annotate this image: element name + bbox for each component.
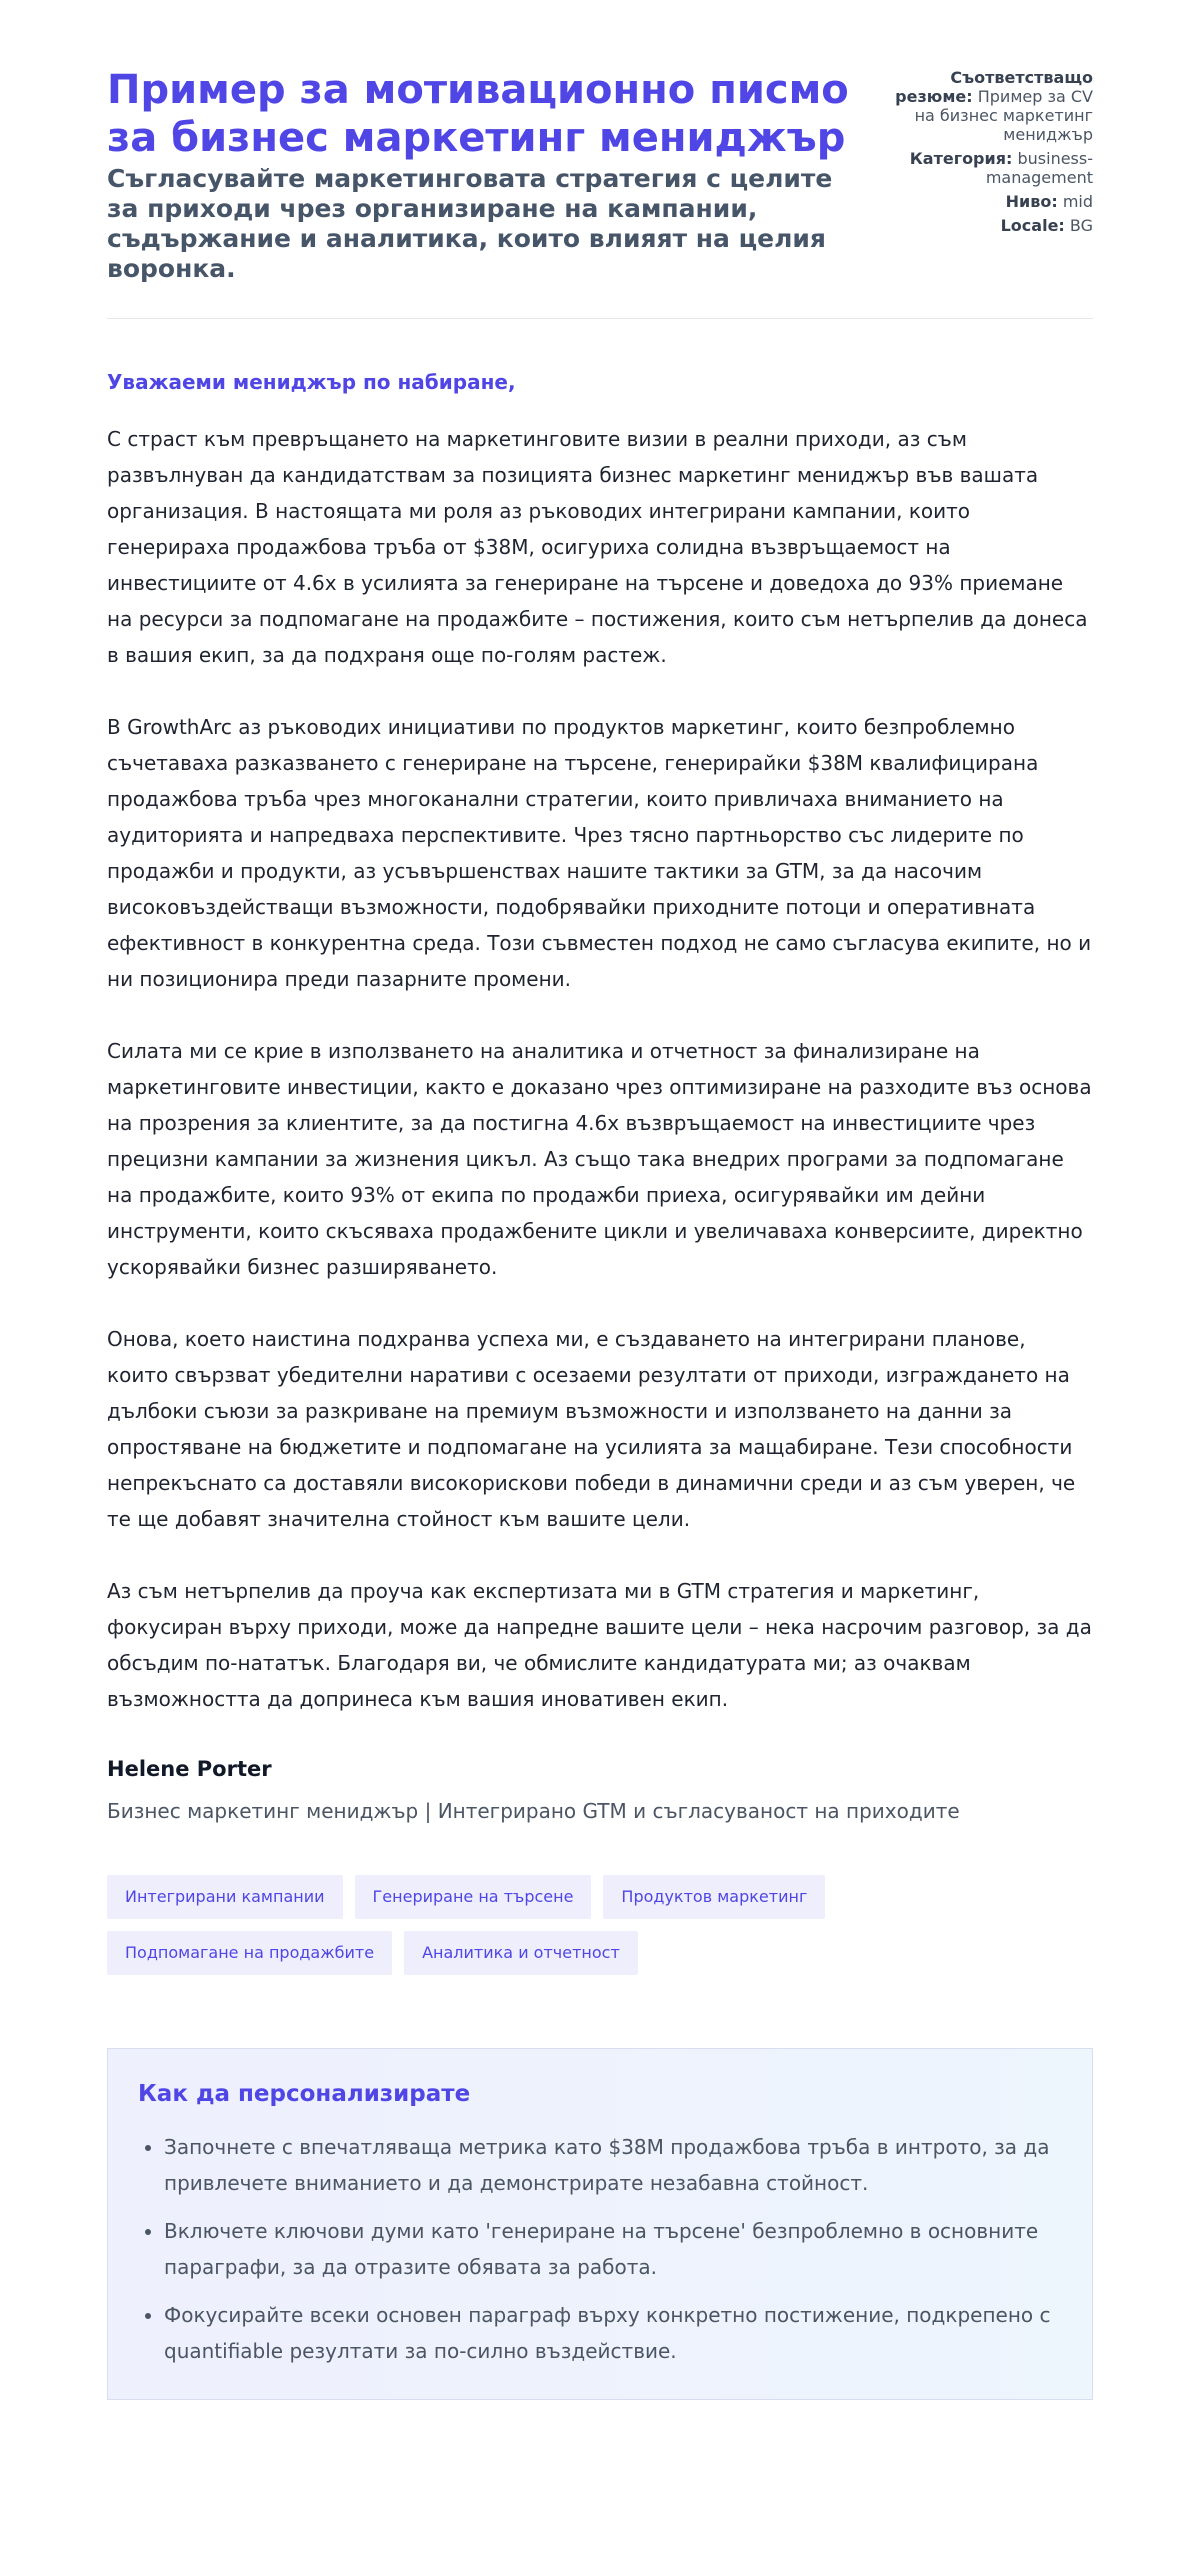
signature-name: Helene Porter [107, 1757, 272, 1781]
letter-paragraph: С страст към превръщането на маркетинговите визии в реални приходи, аз съм развълнуван да кандидатствам за позицията бизнес маркетинг мениджър във вашата организация. В настоящата ми роля аз ръководих интегрирани кампании, които генерираха продажбова тръба от $38M, осигуриха солидна възвръщаемост на инвестициите от 4.6x в усилията за генериране на търсене и доведоха до 93% приемане на ресурси за подпомагане на продажбите – постижения, които съм нетърпелив да донеса в вашия екип, за да подхраня още по-голям растеж. [107, 427, 1088, 667]
tip-item: • Започнете с впечатляваща метрика като $38M продажбова тръба в интрото, за да привлечете вниманието и да демонстрирате незабавна стойност. [164, 2129, 1062, 2201]
meta-level-label: Ниво: [1005, 192, 1058, 211]
meta-category [873, 149, 1093, 187]
page-title: Пример за мотивационно писмо за бизнес маркетинг мениджър [107, 67, 849, 161]
meta-resume-value: Пример за CV на бизнес маркетинг мениджър [914, 87, 1093, 144]
cover-letter-page [107, 66, 1093, 2400]
meta-resume-label: Съответстващо резюме: [895, 68, 1093, 106]
letter-paragraph: Силата ми се крие в използването на аналитика и отчетност за финализиране на маркетинговите инвестиции, както е доказано чрез оптимизиране на разходите въз основа на прозрения за клиентите, за да постигна 4.6x възвръщаемост на инвестициите чрез прецизни кампании за жизнения цикъл. Аз също така внедрих програми за подпомагане на продажбите, които 93% от екипа по продажби приеха, осигурявайки им дейни инструменти, които скъсяваха продажбените цикли и увеличаваха конверсиите, директно ускорявайки бизнес разширяването. [107, 1039, 1092, 1279]
tip-item: • Включете ключови думи като 'генериране на търсене' безпроблемно в основните параграфи, за да отразите обявата за работа. [164, 2213, 1062, 2285]
page-subtitle: Съгласувайте маркетинговата стратегия с целите за приходи чрез организиране на кампании, съдържание и аналитика, които влияят на целия воронка. [107, 164, 833, 283]
skill-tag: Аналитика и отчетност [404, 1931, 638, 1975]
skill-tag: Продуктов маркетинг [603, 1875, 825, 1919]
tips-list [138, 2129, 1062, 2369]
tips-title: Как да персонализирате [138, 2081, 471, 2107]
meta-level [873, 192, 1093, 211]
meta-locale-label: Locale: [1000, 216, 1065, 235]
customization-tips-box [107, 2048, 1093, 2400]
skill-tags [107, 1875, 867, 1987]
letter-greeting: Уважаеми мениджър по набиране, [107, 370, 516, 394]
skill-tag: Интегрирани кампании [107, 1875, 343, 1919]
skill-tag: Генериране на търсене [355, 1875, 592, 1919]
meta-locale [873, 216, 1093, 235]
signature-role: Бизнес маркетинг мениджър | Интегрирано GTM и съгласуваност на приходите [107, 1799, 960, 1823]
meta-locale-value: BG [1069, 216, 1093, 235]
meta-level-value: mid [1062, 192, 1093, 211]
letter-paragraph: Аз съм нетърпелив да проуча как експертизата ми в GTM стратегия и маркетинг, фокусиран върху приходи, може да напредне вашите цели – нека насрочим разговор, за да обсъдим по-нататък. Благодаря ви, че обмислите кандидатурата ми; аз очаквам възможността да допринеса към вашия иновативен екип. [107, 1579, 1092, 1711]
meta-panel [873, 68, 1093, 240]
meta-category-value: business-management [985, 149, 1093, 187]
header-titles [107, 66, 867, 284]
letter-paragraph: Онова, което наистина подхранва успеха ми, е създаването на интегрирани планове, които свързват убедителни наративи с осезаеми резултати от приходи, изграждането на дълбоки съюзи за разкриване на премиум възможности и използването на данни за опростяване на бюджетите и подпомагане на усилията за мащабиране. Тези способности непрекъснато са доставяли високорискови победи в динамични среди и аз съм уверен, че те ще добавят значителна стойност към вашите цели. [107, 1327, 1076, 1531]
letter-body [107, 421, 1093, 1717]
skill-tag: Подпомагане на продажбите [107, 1931, 392, 1975]
tip-item: • Фокусирайте всеки основен параграф върху конкретно постижение, подкрепено с quantifiable резултати за по-силно въздействие. [164, 2297, 1062, 2369]
meta-resume [873, 68, 1093, 144]
letter-paragraph: В GrowthArc аз ръководих инициативи по продуктов маркетинг, които безпроблемно съчетаваха разказването с генериране на търсене, генерирайки $38M квалифицирана продажбова тръба чрез многоканални стратегии, които привличаха вниманието на аудиторията и напредваха перспективите. Чрез тясно партньорство със лидерите по продажби и продукти, аз усъвършенствах нашите тактики за GTM, за да насочим високовъздействащи възможности, подобрявайки приходните потоци и оперативната ефективност в конкурентна среда. Този съвместен подход не само съгласува екипите, но и ни позиционира преди пазарните промени. [107, 715, 1092, 991]
page-header [107, 66, 1093, 319]
meta-category-label: Категория: [909, 149, 1013, 168]
